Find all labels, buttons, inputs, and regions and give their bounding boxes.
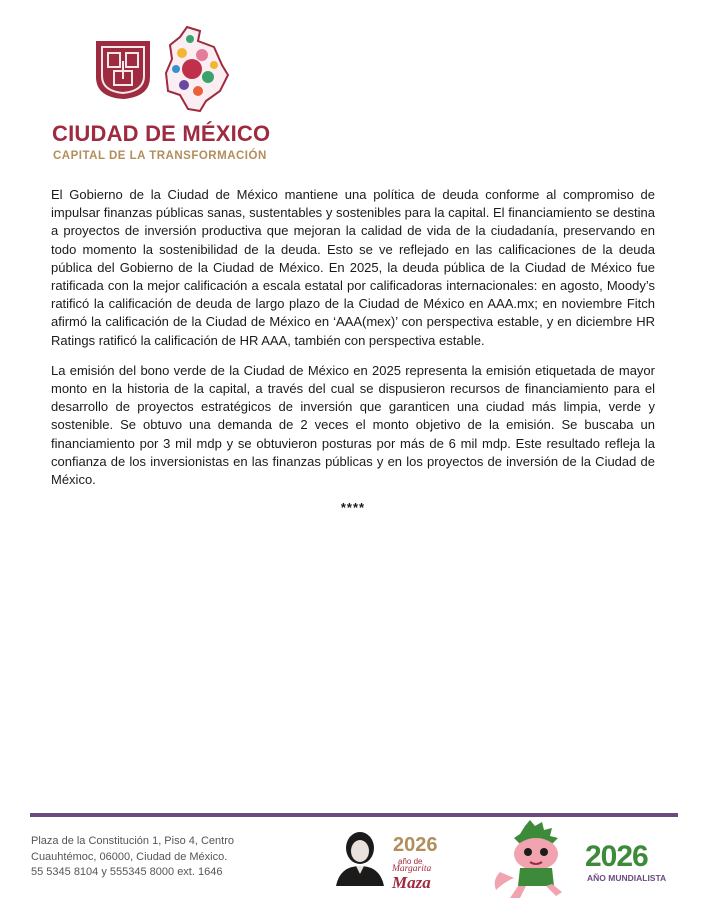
margarita-name: Maza — [392, 873, 431, 892]
address-line: Plaza de la Constitución 1, Piso 4, Centro — [31, 835, 235, 847]
worldcup-label: AÑO MUNDIALISTA — [587, 873, 667, 883]
separator: **** — [340, 500, 366, 516]
footer-rule — [30, 813, 678, 817]
footer-address — [31, 834, 234, 881]
org-tagline: CAPITAL DE LA TRANSFORMACIÓN — [53, 150, 267, 162]
world-cup-logo — [490, 820, 690, 900]
margarita-year: 2026 — [393, 834, 438, 856]
cdmx-floral-map-icon — [162, 25, 232, 115]
margarita-first-name: Margarita — [392, 864, 432, 874]
address-line: Cuauhtémoc, 06000, Ciudad de México. — [31, 850, 228, 863]
margarita-maza-portrait-icon — [330, 828, 390, 886]
org-name: CIUDAD DE MÉXICO — [52, 121, 271, 146]
margarita-sub: año de — [398, 857, 423, 866]
address-line: 55 5345 8104 y 555345 8000 ext. 1646 — [31, 866, 223, 878]
paragraph-debt-policy: El Gobierno de la Ciudad de México mantiene una política de deuda conforme al compromiso de impulsar finanzas públicas sanas, sustentables y sostenibles para la capital. El financiamiento se destina a proyectos de inversión productiva que mejoran la calidad de vida de la ciudadanía, preservando en todo momento la sostenibilidad de la deuda. Esto se ve reflejado en las calificaciones de la deuda pública del Gobierno de la Ciudad de México. En 2025, la deuda pública de la Ciudad de México fue ratificada con la mejor calificación a escala estatal por calificadoras internacionales: en agosto, Moody’s ratificó la calificación de deuda de largo plazo de la Ciudad de México en AAA.mx; en noviembre Fitch afirmó la calificación de la Ciudad de México en ‘AAA(mex)’ con perspectiva estable, y en diciembre HR Ratings ratificó la calificación de HR AAA, también con perspectiva estable. — [51, 187, 655, 348]
cdmx-shield-icon — [94, 39, 152, 101]
paragraph-green-bond: La emisión del bono verde de la Ciudad de México en 2025 representa la emisión etiquetada de mayor monto en la historia de la capital, a través del cual se dispusieron recursos de financiamiento para el desarrollo de proyectos estratégicos de inversión que garanticen una ciudad más limpia, verde y sostenible. Se obtuvo una demanda de 2 veces el monto objetivo de la emisión. Se buscaba un financiamiento por 3 mil mdp y se obtuvieron posturas por más de 6 mil mdp. Este resultado refleja la confianza de los inversionistas en las finanzas públicas y en los proyectos de inversión de la Ciudad de México. — [51, 362, 655, 488]
worldcup-year: 2026 — [585, 840, 648, 873]
axolotl-mascot-icon — [490, 820, 585, 900]
margarita-maza-logo — [330, 828, 442, 892]
press-release-body — [51, 186, 655, 517]
header-logo — [52, 25, 282, 165]
